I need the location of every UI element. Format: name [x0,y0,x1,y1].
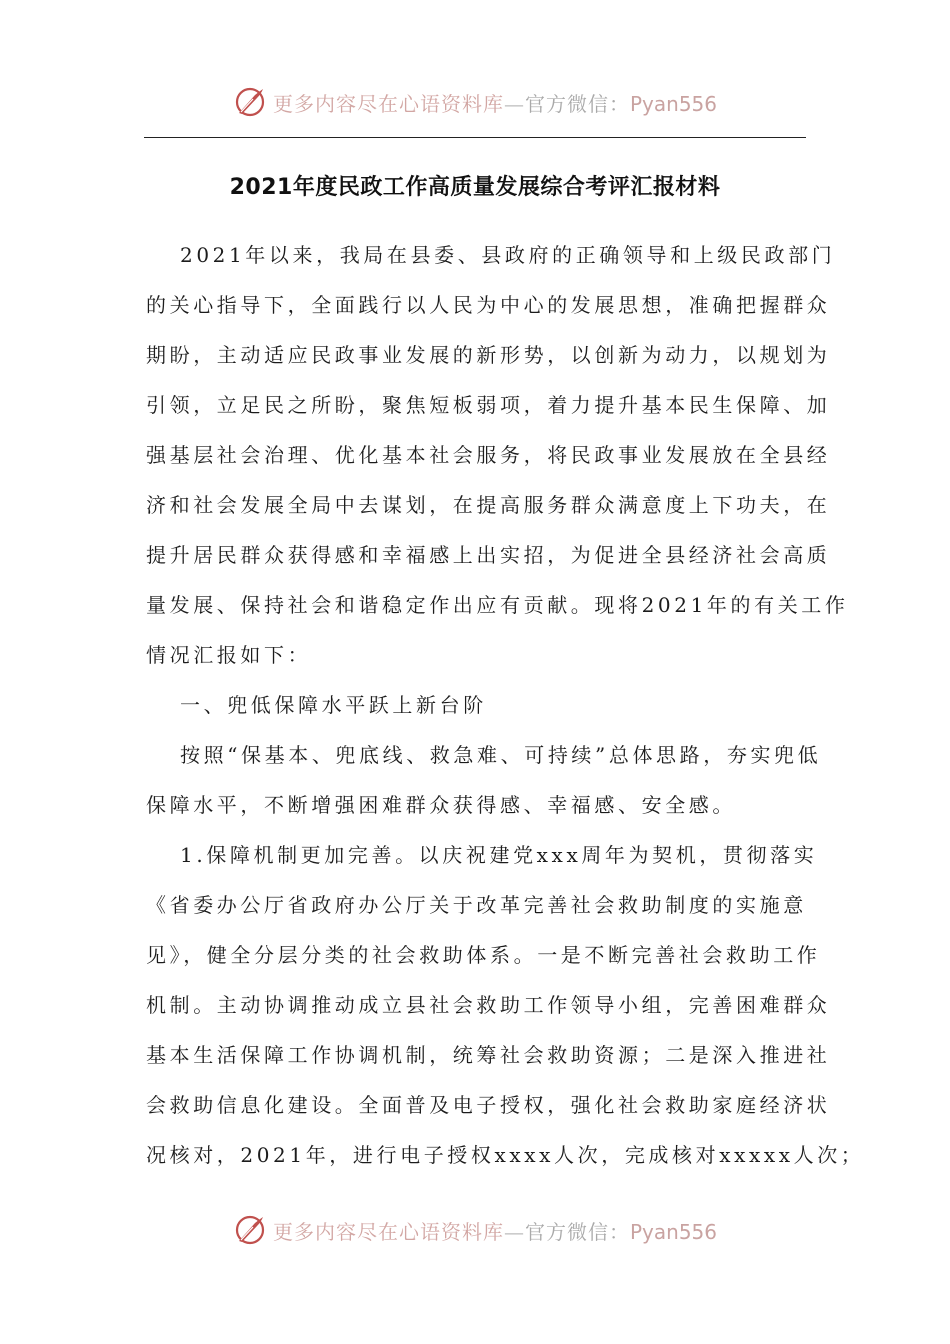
banner-wechat-id: Pyan556 [629,91,717,116]
quill-pen-logo-icon [233,85,267,119]
body-line: 量发展、保持社会和谐稳定作出应有贡献。现将2021年的有关工作 [146,593,849,617]
document-title: 2021年度民政工作高质量发展综合考评汇报材料 [229,175,721,200]
body-line: 按照“保基本、兜底线、救急难、可持续”总体思路，夯实兜低 [180,743,822,767]
body-line: 济和社会发展全局中去谋划，在提高服务群众满意度上下功夫，在 [146,493,831,517]
footer-watermark-banner [0,1210,950,1250]
header-divider-line [144,137,806,138]
body-line: 提升居民群众获得感和幸福感上出实招，为促进全县经济社会高质 [146,543,831,567]
body-line: 《省委办公厅省政府办公厅关于改革完善社会救助制度的实施意 [146,893,807,917]
body-line: 强基层社会治理、优化基本社会服务，将民政事业发展放在全县经 [146,443,831,467]
banner-wechat-label: 官方微信： [524,1219,630,1244]
banner-brand: 更多内容尽在心语资料库 [272,1219,504,1244]
section-heading: 一、兜低保障水平跃上新台阶 [180,693,487,717]
banner-brand: 更多内容尽在心语资料库 [272,91,504,116]
body-line: 引领，立足民之所盼，聚焦短板弱项，着力提升基本民生保障、加 [146,393,831,417]
body-line: 机制。主动协调推动成立县社会救助工作领导小组，完善困难群众 [146,993,831,1017]
banner-wechat-label: 官方微信： [524,91,630,116]
body-line: 情况汇报如下： [146,643,312,667]
body-line: 基本生活保障工作协调机制，统筹社会救助资源；二是深入推进社 [146,1043,831,1067]
banner-text [273,88,717,117]
header-watermark-banner [0,82,950,122]
body-line: 保障水平，不断增强困难群众获得感、幸福感、安全感。 [146,793,736,817]
body-line: 会救助信息化建设。全面普及电子授权，强化社会救助家庭经济状 [146,1093,831,1117]
body-line: 的关心指导下，全面践行以人民为中心的发展思想，准确把握群众 [146,293,831,317]
quill-pen-logo-icon [233,1213,267,1247]
body-line: 期盼，主动适应民政事业发展的新形势，以创新为动力，以规划为 [146,343,831,367]
banner-separator: — [503,1219,525,1244]
body-line: 见》，健全分层分类的社会救助体系。一是不断完善社会救助工作 [146,943,821,967]
body-line: 1.保障机制更加完善。以庆祝建党xxx周年为契机，贯彻落实 [180,843,818,867]
banner-text [273,1216,717,1245]
banner-separator: — [503,91,525,116]
body-line: 况核对，2021年，进行电子授权xxxx人次，完成核对xxxxx人次； [146,1143,865,1167]
body-line: 2021年以来，我局在县委、县政府的正确领导和上级民政部门 [180,243,836,267]
banner-wechat-id: Pyan556 [629,1219,717,1244]
